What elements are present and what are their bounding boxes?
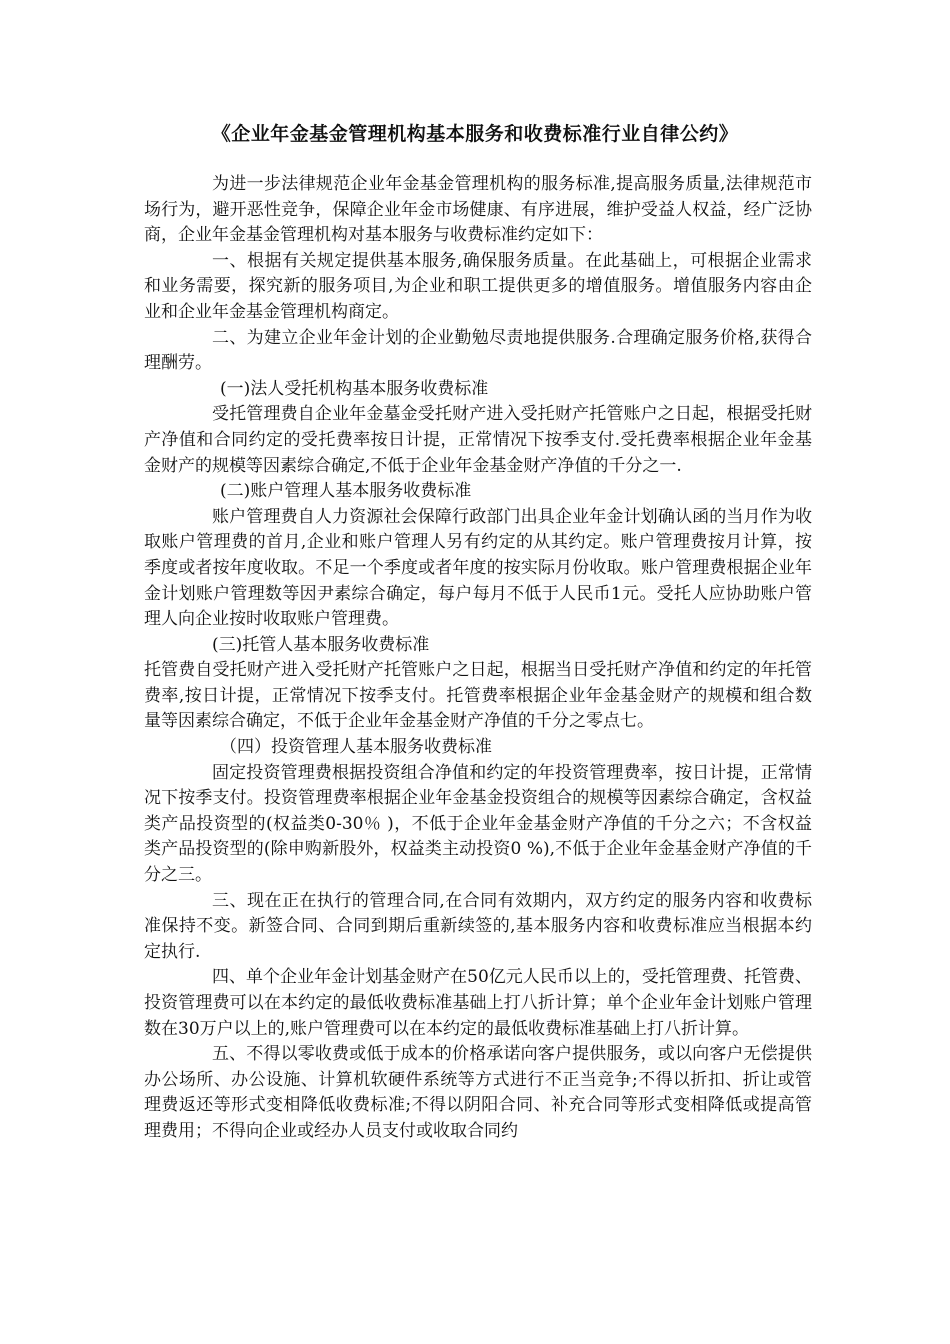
paragraph: 五、不得以零收费或低于成本的价格承诺向客户提供服务，或以向客户无偿提供办公场所、办公设施、计算机软硬件系统等方式进行不正当竞争;不得以折扣、折让或管理费返还等形式变相降低收费标准;不得以阴阳合同、补充合同等形式变相降低或提高管理费用；不得向企业或经办人员支付或收取合同约	[144, 1044, 812, 1141]
document-body	[144, 172, 812, 1145]
paragraph: 为进一步法律规范企业年金基金管理机构的服务标准,提高服务质量,法律规范市场行为，避开恶性竞争，保障企业年金市场健康、有序进展，维护受益人权益，经广泛协商，企业年金基金管理机构对基本服务与收费标准约定如下：	[144, 174, 812, 246]
paragraph: (三)托管人基本服务收费标准	[212, 634, 430, 655]
paragraph: 二、为建立企业年金计划的企业勤勉尽责地提供服务.合理确定服务价格,获得合理酬劳。	[144, 327, 812, 374]
paragraph: (一)法人受托机构基本服务收费标准	[220, 378, 489, 399]
paragraph: 受托管理费自企业年金墓金受托财产进入受托财产托管账户之日起，根据受托财产净值和合同约定的受托费率按日计提，正常情况下按季支付.受托费率根据企业年金基金财产的规模等因素综合确定,不低于企业年金基金财产净值的千分之一.	[144, 404, 812, 476]
paragraph: 账户管理费自人力资源社会保障行政部门出具企业年金计划确认函的当月作为收取账户管理费的首月,企业和账户管理人另有约定的从其约定。账户管理费按月计算，按季度或者按年度收取。不足一个季度或者年度的按实际月份收取。账户管理费根据企业年金计划账户管理数等因尹素综合确定，每户每月不低于人民币1元。受托人应协助账户管理人向企业按时收取账户管理费。	[144, 506, 812, 630]
paragraph: (二)账户管理人基本服务收费标准	[220, 481, 472, 502]
paragraph: 三、现在正在执行的管理合同,在合同有效期内，双方约定的服务内容和收费标准保持不变。新签合同、合同到期后重新续签的,基本服务内容和收费标准应当根据本约定执行.	[144, 890, 812, 962]
paragraph: 托管费自受托财产进入受托财产托管账户之日起，根据当日受托财产净值和约定的年托管费率,按日计提，正常情况下按季支付。托管费率根据企业年金基金财产的规模和组合数量等因素综合确定，不低于企业年金基金财产净值的千分之零点七。	[144, 660, 812, 732]
document-title: 《企业年金基金管理机构基本服务和收费标准行业自律公约》	[211, 123, 739, 145]
paragraph: （四）投资管理人基本服务收费标准	[220, 737, 492, 758]
paragraph: 一、根据有关规定提供基本服务,确保服务质量。在此基础上，可根据企业需求和业务需要，探究新的服务项目,为企业和职工提供更多的增值服务。增值服务内容由企业和企业年金基金管理机构商定。	[144, 250, 812, 322]
paragraph: 固定投资管理费根据投资组合净值和约定的年投资管理费率，按日计提，正常情况下按季支付。投资管理费率根据企业年金基金投资组合的规模等因素综合确定，含权益类产品投资型的(权益类0-30％ )，不低于企业年金基金财产净值的千分之六；不含权益类产品投资型的(除申购新股外，权益类主动投资0 %),不低于企业年金基金财产净值的千分之三。	[144, 762, 812, 886]
paragraph: 四、单个企业年金计划基金财产在50亿元人民币以上的，受托管理费、托管费、投资管理费可以在本约定的最低收费标准基础上打八折计算；单个企业年金计划账户管理数在30万户以上的,账户管理费可以在本约定的最低收费标准基础上打八折计算。	[144, 967, 812, 1039]
